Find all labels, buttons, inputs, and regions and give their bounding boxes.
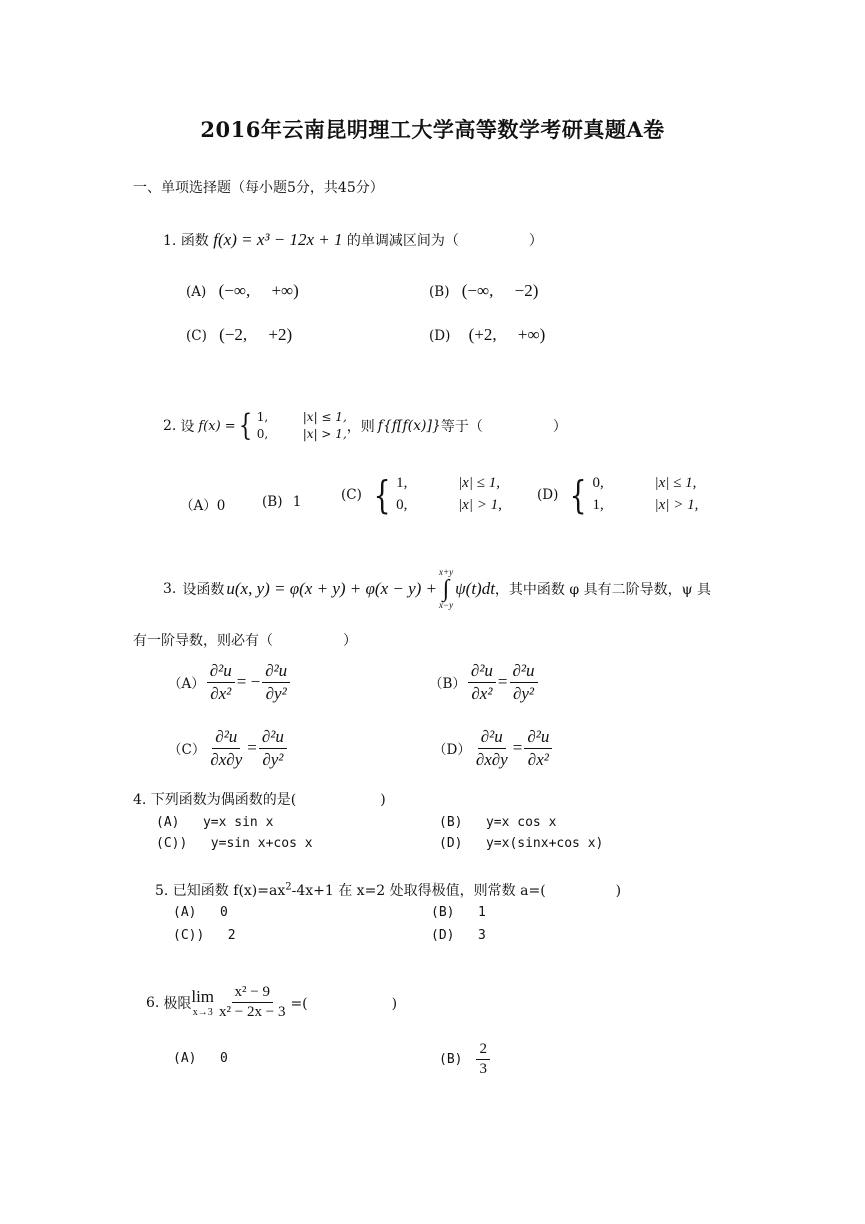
option-value: (−2, +2) (219, 325, 293, 344)
numerator: ∂²u (478, 727, 506, 749)
option-label: (D) (439, 836, 463, 851)
numerator: ∂²u (468, 661, 496, 683)
integral (439, 568, 453, 610)
fraction (207, 661, 235, 703)
brace: { (238, 408, 252, 444)
question-suffix: =( ) (290, 995, 398, 1012)
option-label: （A） (168, 676, 205, 693)
question-2 (163, 409, 567, 444)
question-prefix: 设函数 (182, 582, 225, 598)
piecewise-function (236, 409, 347, 444)
option-label: (A) (156, 815, 180, 830)
option-b (429, 661, 540, 703)
option-c (168, 727, 289, 769)
option-value: 3 (477, 928, 486, 943)
numerator: ∂²u (524, 727, 552, 749)
fraction (262, 661, 290, 703)
question-6 (146, 984, 397, 1022)
denominator: ∂x∂y (210, 749, 243, 769)
numerator: ∂²u (262, 661, 290, 683)
option-d (433, 727, 554, 769)
option-c (186, 320, 292, 345)
option-label: (A) (173, 905, 197, 920)
case-value: 0, (256, 427, 269, 442)
option-label: (D) (431, 928, 455, 943)
question-stem-a: 5. 已知函数 f(x)=ax (155, 883, 286, 899)
operator: = (497, 672, 508, 692)
case-value: 1, (256, 410, 269, 424)
option-d (431, 928, 486, 943)
limit (191, 988, 214, 1018)
option-c (156, 836, 313, 851)
fraction (216, 984, 288, 1022)
option-label: (C) (341, 486, 362, 503)
question-prefix: 极限 (163, 995, 192, 1012)
option-label: (B) (439, 1052, 463, 1068)
option-label: (C)) (156, 836, 188, 851)
option-c (173, 928, 236, 943)
operator: = (247, 738, 257, 758)
numerator: ∂²u (207, 661, 235, 683)
option-d (429, 320, 545, 345)
denominator: ∂x² (471, 683, 493, 703)
question-stem-b: -4x+1 在 x=2 处取得极值，则常数 a=( ) (291, 883, 622, 899)
formula: f(x) = x³ − 12x + 1 (213, 230, 343, 249)
option-d (537, 473, 698, 517)
integral-sign: ∫ (442, 576, 450, 602)
denominator: ∂x² (527, 749, 549, 769)
case-value: 1, (396, 475, 408, 491)
option-value: 0 (216, 498, 226, 514)
case-condition: |x| ≤ 1, (458, 475, 500, 491)
denominator: ∂x² (210, 683, 232, 703)
option-value: y=x cos x (485, 815, 557, 830)
question-prefix: 函数 (180, 233, 209, 249)
numerator: ∂²u (212, 727, 240, 749)
option-value: 2 (227, 928, 236, 943)
option-value: 1 (477, 905, 486, 920)
section-heading: 一、单项选择题（每小题5分，共45分） (133, 180, 384, 196)
brace: { (569, 472, 587, 517)
fraction (259, 727, 287, 769)
option-a (173, 1051, 228, 1066)
case-value: 0, (396, 496, 408, 513)
denominator: ∂y² (265, 683, 287, 703)
numerator: ∂²u (259, 727, 287, 749)
option-label: (C) (186, 328, 207, 344)
option-label: (B) (262, 494, 283, 510)
question-4: 4. 下列函数为偶函数的是( ) (133, 792, 386, 808)
option-label: (A) (173, 1051, 197, 1066)
option-c (341, 473, 502, 517)
option-label: （D） (433, 742, 471, 759)
question-suffix: ，其中函数 φ 具有二阶导数，ψ 具 (494, 582, 712, 598)
formula-fx: f(x) = (198, 418, 236, 434)
exponent: 2 (285, 881, 292, 893)
option-label: (D) (537, 486, 559, 503)
option-a (173, 905, 228, 920)
case-value: 1, (592, 496, 604, 513)
option-a (180, 494, 225, 514)
page-title: 2016年云南昆明理工大学高等数学考研真题A卷 (200, 117, 665, 142)
case-condition: |x| ≤ 1, (302, 410, 347, 424)
option-value: y=x sin x (202, 815, 274, 830)
case-condition: |x| ≤ 1, (654, 475, 697, 491)
option-value: (−∞, −2) (461, 281, 539, 300)
option-label: (A) (186, 284, 207, 300)
operator: = (512, 738, 523, 758)
fraction (468, 661, 496, 703)
option-a (168, 661, 292, 703)
option-b (439, 1041, 492, 1079)
fraction (510, 661, 538, 703)
option-label: (B) (429, 284, 450, 300)
option-value: 1 (292, 494, 302, 510)
integral-upper: x+y (439, 567, 454, 577)
limit-subscript: x→3 (192, 1006, 213, 1018)
option-b (439, 815, 556, 830)
denominator: ∂x∂y (475, 749, 508, 769)
question-middle: ，则 (346, 419, 375, 436)
option-value: (−∞, +∞) (218, 281, 299, 300)
option-label: (D) (429, 328, 451, 344)
option-label: (C)) (173, 928, 205, 943)
option-label: (B) (431, 905, 455, 920)
brace: { (373, 472, 391, 517)
question-number: 6. (146, 994, 160, 1011)
fraction (476, 1041, 490, 1079)
numerator: 2 (476, 1041, 490, 1060)
formula-composite: f{f[f(x)]} (377, 418, 441, 435)
option-b (431, 905, 486, 920)
question-5 (155, 880, 621, 900)
denominator: 3 (479, 1061, 487, 1078)
case-condition: |x| > 1, (302, 427, 347, 442)
integrand: ψ(t)dt (455, 579, 495, 598)
operator: = − (236, 672, 261, 692)
option-value: 0 (219, 905, 228, 920)
numerator: ∂²u (510, 661, 538, 683)
question-suffix: 等于（ ） (440, 419, 567, 436)
question-3 (163, 568, 711, 610)
option-label: （B） (429, 676, 466, 693)
fraction (207, 727, 245, 769)
option-value: y=sin x+cos x (210, 836, 313, 851)
piecewise-function (566, 473, 698, 517)
option-a (156, 815, 273, 830)
integral-lower: x−y (439, 600, 454, 610)
case-value: 0, (592, 475, 604, 491)
question-number: 3. (163, 581, 177, 597)
question-number: 2. (163, 418, 177, 435)
option-b (262, 494, 301, 510)
limit-operator: lim (191, 986, 215, 1006)
denominator: x² − 2x − 3 (219, 1004, 286, 1021)
question-number: 1. (163, 233, 177, 249)
fraction (524, 727, 552, 769)
option-b (429, 276, 538, 301)
case-condition: |x| > 1, (458, 496, 502, 513)
question-suffix: 的单调减区间为（ ） (346, 233, 543, 249)
option-value: (+2, +∞) (468, 325, 546, 344)
option-a (186, 276, 299, 301)
question-1 (163, 230, 543, 250)
option-d (439, 836, 603, 851)
question-3-line2: 有一阶导数，则必有（ ） (133, 633, 357, 649)
formula: u(x, y) = φ(x + y) + φ(x − y) + (226, 579, 438, 598)
option-value: 0 (219, 1051, 228, 1066)
fraction (473, 727, 511, 769)
case-condition: |x| > 1, (654, 496, 699, 513)
numerator: x² − 9 (232, 984, 273, 1003)
option-value: y=x(sinx+cos x) (485, 836, 604, 851)
option-label: （A） (180, 498, 217, 514)
question-prefix: 设 (180, 419, 195, 436)
option-label: （C） (168, 742, 206, 759)
denominator: ∂y² (512, 683, 535, 703)
option-label: (B) (439, 815, 463, 830)
piecewise-function (370, 473, 502, 517)
denominator: ∂y² (262, 749, 284, 769)
